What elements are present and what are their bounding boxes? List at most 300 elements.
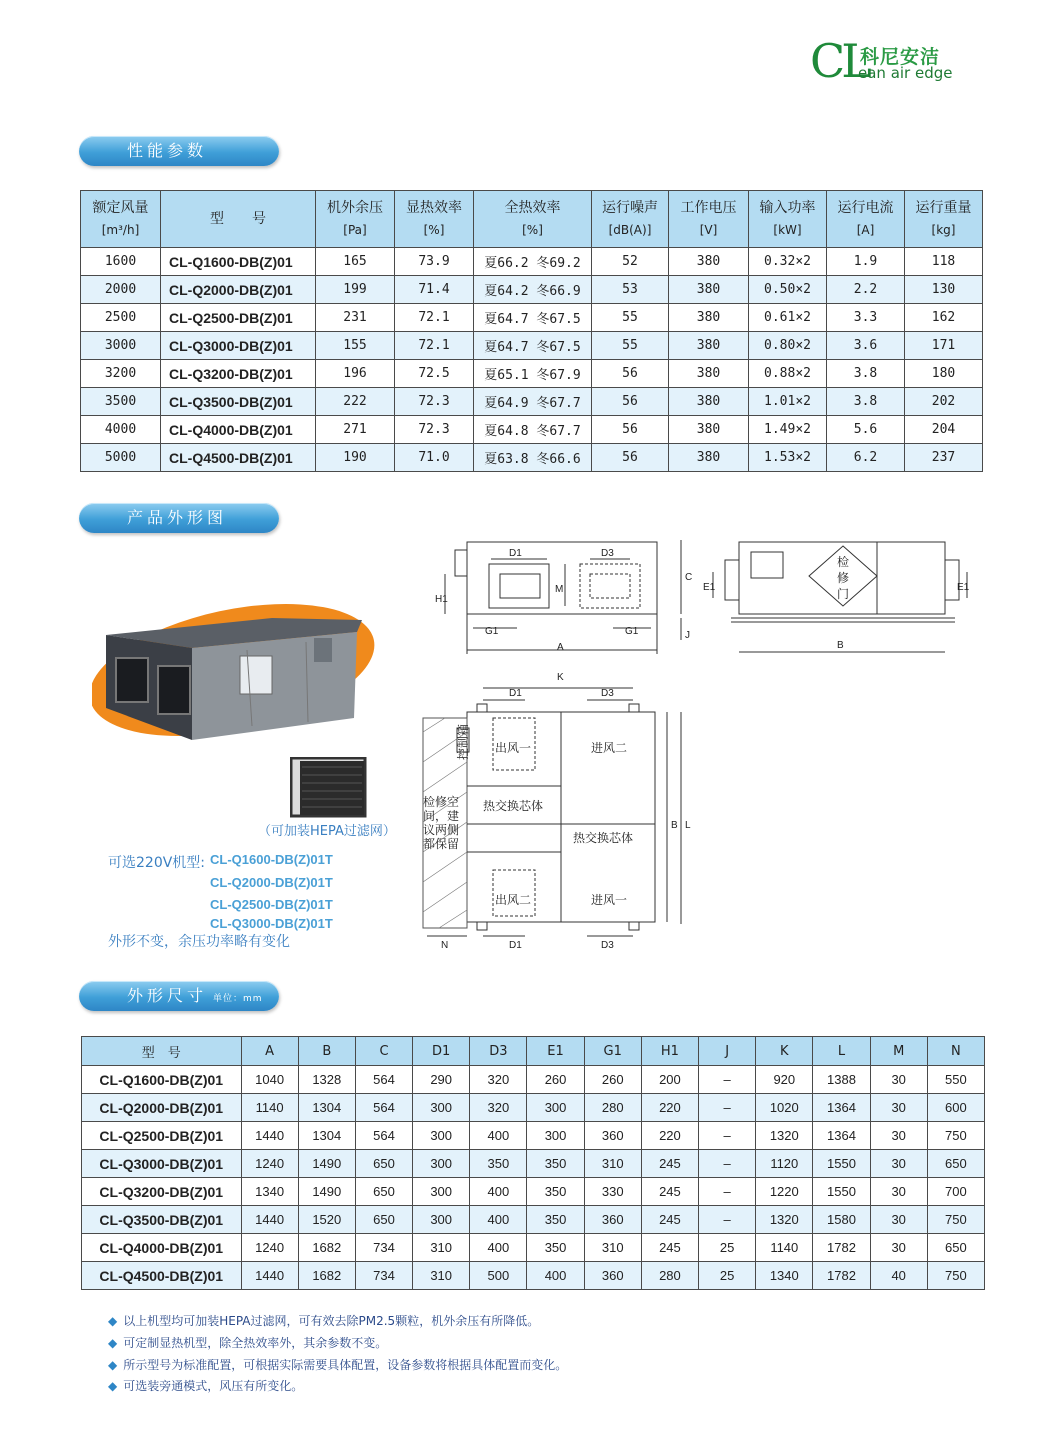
- table-cell: 3.6: [827, 332, 905, 360]
- table-cell: 30: [870, 1066, 927, 1094]
- table-cell: 2500: [81, 304, 161, 332]
- table-cell: 1328: [298, 1066, 355, 1094]
- label-d1-bottom: D1: [509, 940, 522, 951]
- table-cell: 1.01×2: [749, 388, 827, 416]
- table-cell: 380: [669, 304, 749, 332]
- table-cell: 310: [413, 1262, 470, 1290]
- table-cell: 650: [355, 1150, 412, 1178]
- table-cell: –: [699, 1206, 756, 1234]
- dims-header-cell: L: [813, 1037, 870, 1066]
- table-cell: 5.6: [827, 416, 905, 444]
- table-cell: 750: [927, 1122, 984, 1150]
- label-j: J: [685, 630, 690, 641]
- table-cell: 4000: [81, 416, 161, 444]
- table-cell: 2000: [81, 276, 161, 304]
- table-cell: 271: [316, 416, 395, 444]
- table-cell: CL-Q1600-DB(Z)01: [82, 1066, 242, 1094]
- section-title-text: 性能参数: [127, 141, 208, 160]
- table-cell: 118: [905, 248, 983, 276]
- table-cell: 1388: [813, 1066, 870, 1094]
- table-cell: 400: [470, 1206, 527, 1234]
- table-cell: 72.5: [395, 360, 474, 388]
- product-illustration: [92, 590, 392, 760]
- header-name: 运行电流: [837, 200, 894, 216]
- header-unit: [dB(A)]: [608, 223, 652, 237]
- table-cell: 夏66.2 冬69.2: [474, 248, 592, 276]
- label-d3-plan: D3: [601, 688, 614, 699]
- table-cell: 245: [641, 1150, 698, 1178]
- table-cell: 40: [870, 1262, 927, 1290]
- perf-header-cell: [474, 191, 592, 248]
- table-cell: 55: [592, 332, 669, 360]
- perf-header-cell: [316, 191, 395, 248]
- table-cell: 155: [316, 332, 395, 360]
- table-cell: 夏64.9 冬67.7: [474, 388, 592, 416]
- table-cell: 3.8: [827, 360, 905, 388]
- table-cell: CL-Q4500-DB(Z)01: [82, 1262, 242, 1290]
- table-cell: 5000: [81, 444, 161, 472]
- table-cell: 750: [927, 1206, 984, 1234]
- zone-core1: 热交换芯体: [483, 799, 544, 813]
- table-cell: 1020: [756, 1094, 813, 1122]
- table-row: [82, 1206, 985, 1234]
- dims-header-cell: E1: [527, 1037, 584, 1066]
- table-cell: 1.9: [827, 248, 905, 276]
- table-cell: 1240: [241, 1150, 298, 1178]
- table-cell: CL-Q2500-DB(Z)01: [82, 1122, 242, 1150]
- optional-model: CL-Q1600-DB(Z)01T: [210, 852, 333, 867]
- table-cell: 734: [355, 1234, 412, 1262]
- performance-table: [80, 190, 983, 472]
- table-cell: 71.4: [395, 276, 474, 304]
- note-item: ◆ 可选装旁通模式，风压有所变化。: [108, 1379, 304, 1393]
- table-cell: 56: [592, 444, 669, 472]
- table-cell: 231: [316, 304, 395, 332]
- dimension-drawing: [415, 532, 975, 957]
- table-cell: 1580: [813, 1206, 870, 1234]
- table-cell: 171: [905, 332, 983, 360]
- table-row: [81, 276, 983, 304]
- table-row: [82, 1178, 985, 1206]
- table-cell: 350: [527, 1234, 584, 1262]
- perf-header-cell: [669, 191, 749, 248]
- table-cell: 1364: [813, 1094, 870, 1122]
- table-cell: 53: [592, 276, 669, 304]
- control-box-label: 控制箱: [456, 723, 470, 760]
- table-cell: 204: [905, 416, 983, 444]
- table-cell: 0.80×2: [749, 332, 827, 360]
- table-cell: 564: [355, 1066, 412, 1094]
- table-cell: 350: [527, 1178, 584, 1206]
- table-cell: 1304: [298, 1122, 355, 1150]
- table-row: [81, 416, 983, 444]
- table-cell: 245: [641, 1234, 698, 1262]
- header-name: 工作电压: [680, 200, 737, 216]
- table-cell: 1782: [813, 1234, 870, 1262]
- table-cell: 1.53×2: [749, 444, 827, 472]
- table-cell: 380: [669, 416, 749, 444]
- label-h1: H1: [435, 594, 448, 605]
- diamond-bullet-icon: ◆: [108, 1358, 118, 1372]
- optional-model: CL-Q3000-DB(Z)01T: [210, 916, 333, 931]
- table-cell: 750: [927, 1262, 984, 1290]
- table-cell: 夏64.7 冬67.5: [474, 332, 592, 360]
- table-cell: CL-Q3200-DB(Z)01: [161, 360, 316, 388]
- table-row: [81, 304, 983, 332]
- table-cell: 260: [584, 1066, 641, 1094]
- table-cell: 夏65.1 冬67.9: [474, 360, 592, 388]
- table-cell: 1440: [241, 1206, 298, 1234]
- table-cell: 0.32×2: [749, 248, 827, 276]
- table-cell: 30: [870, 1094, 927, 1122]
- table-cell: 1550: [813, 1150, 870, 1178]
- table-cell: 400: [470, 1234, 527, 1262]
- table-cell: 72.3: [395, 388, 474, 416]
- table-cell: 1520: [298, 1206, 355, 1234]
- table-cell: 310: [584, 1234, 641, 1262]
- table-row: [81, 360, 983, 388]
- table-cell: 220: [641, 1122, 698, 1150]
- zone-core2: 热交换芯体: [573, 831, 634, 845]
- table-cell: 202: [905, 388, 983, 416]
- header-unit: [m³/h]: [101, 223, 140, 237]
- perf-header-cell: [161, 191, 316, 248]
- section-title-text: 外形尺寸: [127, 986, 208, 1005]
- table-row: [82, 1150, 985, 1178]
- dims-header-cell: J: [699, 1037, 756, 1066]
- header-unit: [%]: [522, 223, 543, 237]
- label-d3-bottom: D3: [601, 940, 614, 951]
- section-unit: 单位：mm: [213, 994, 263, 1004]
- table-cell: 360: [584, 1206, 641, 1234]
- dims-header-cell: D1: [413, 1037, 470, 1066]
- table-cell: 162: [905, 304, 983, 332]
- table-cell: 30: [870, 1178, 927, 1206]
- header-unit: [kW]: [773, 223, 802, 237]
- diamond-bullet-icon: ◆: [108, 1336, 118, 1350]
- table-cell: 1440: [241, 1122, 298, 1150]
- table-cell: 1364: [813, 1122, 870, 1150]
- table-cell: 1340: [756, 1262, 813, 1290]
- maintenance-text-1: 检修空: [423, 795, 460, 809]
- table-row: [81, 332, 983, 360]
- table-cell: 72.1: [395, 332, 474, 360]
- table-cell: CL-Q3000-DB(Z)01: [161, 332, 316, 360]
- table-cell: –: [699, 1178, 756, 1206]
- table-cell: 280: [584, 1094, 641, 1122]
- table-cell: 1320: [756, 1122, 813, 1150]
- table-cell: 1120: [756, 1150, 813, 1178]
- table-cell: 1490: [298, 1178, 355, 1206]
- table-cell: 380: [669, 388, 749, 416]
- perf-header-cell: [395, 191, 474, 248]
- table-cell: CL-Q3000-DB(Z)01: [82, 1150, 242, 1178]
- optional-220v-label: 可选220V机型:: [108, 855, 206, 871]
- maintenance-text-3: 议两侧: [423, 823, 460, 837]
- table-cell: 3.3: [827, 304, 905, 332]
- perf-header-cell: [81, 191, 161, 248]
- table-cell: 550: [927, 1066, 984, 1094]
- optional-note: 外形不变，余压功率略有变化: [108, 934, 290, 950]
- table-cell: 72.1: [395, 304, 474, 332]
- label-k: K: [557, 672, 564, 683]
- diamond-bullet-icon: ◆: [108, 1379, 118, 1393]
- table-cell: 190: [316, 444, 395, 472]
- header-unit: [Pa]: [343, 223, 367, 237]
- table-cell: 1682: [298, 1262, 355, 1290]
- table-cell: 56: [592, 360, 669, 388]
- label-a: A: [557, 642, 564, 653]
- table-cell: 380: [669, 248, 749, 276]
- table-row: [81, 248, 983, 276]
- table-cell: 1140: [756, 1234, 813, 1262]
- table-cell: 310: [413, 1234, 470, 1262]
- header-unit: [A]: [856, 223, 875, 237]
- table-cell: 400: [470, 1122, 527, 1150]
- table-cell: 30: [870, 1122, 927, 1150]
- table-cell: 1600: [81, 248, 161, 276]
- table-cell: 1304: [298, 1094, 355, 1122]
- table-row: [82, 1234, 985, 1262]
- label-e1-left: E1: [703, 582, 716, 593]
- table-cell: 1440: [241, 1262, 298, 1290]
- table-cell: 199: [316, 276, 395, 304]
- table-cell: 300: [413, 1150, 470, 1178]
- table-cell: 30: [870, 1206, 927, 1234]
- table-row: [82, 1122, 985, 1150]
- table-cell: 72.3: [395, 416, 474, 444]
- note-item: ◆ 所示型号为标准配置，可根据实际需要具体配置，设备参数将根据具体配置而变化。: [108, 1358, 568, 1372]
- table-cell: 夏63.8 冬66.6: [474, 444, 592, 472]
- header-unit: [kg]: [931, 223, 956, 237]
- section-title-dimensions: [79, 981, 279, 1011]
- table-cell: 6.2: [827, 444, 905, 472]
- table-cell: –: [699, 1122, 756, 1150]
- dims-header-cell: M: [870, 1037, 927, 1066]
- table-cell: 350: [527, 1150, 584, 1178]
- table-cell: 130: [905, 276, 983, 304]
- label-b-plan: B: [671, 820, 678, 831]
- dims-header-cell: H1: [641, 1037, 698, 1066]
- label-d1-plan: D1: [509, 688, 522, 699]
- diamond-bullet-icon: ◆: [108, 1314, 118, 1328]
- table-row: [81, 388, 983, 416]
- section-title-performance: [79, 136, 279, 166]
- table-cell: CL-Q1600-DB(Z)01: [161, 248, 316, 276]
- perf-header-cell: [592, 191, 669, 248]
- table-cell: CL-Q4000-DB(Z)01: [161, 416, 316, 444]
- table-cell: 300: [413, 1206, 470, 1234]
- table-cell: –: [699, 1094, 756, 1122]
- table-cell: 564: [355, 1094, 412, 1122]
- table-cell: CL-Q3500-DB(Z)01: [82, 1206, 242, 1234]
- note-item: ◆ 可定制显热机型，除全热效率外，其余参数不变。: [108, 1336, 388, 1350]
- dims-header-cell: D3: [470, 1037, 527, 1066]
- section-title-appearance: [79, 503, 279, 533]
- header-name: 显热效率: [406, 200, 462, 216]
- access-door-3: 门: [837, 587, 850, 601]
- table-cell: 52: [592, 248, 669, 276]
- table-cell: 165: [316, 248, 395, 276]
- label-d1: D1: [509, 548, 522, 559]
- table-cell: 734: [355, 1262, 412, 1290]
- logo-english: ean air edge: [858, 64, 953, 82]
- table-cell: CL-Q4000-DB(Z)01: [82, 1234, 242, 1262]
- dims-header-cell: 型 号: [82, 1037, 242, 1066]
- table-cell: 245: [641, 1206, 698, 1234]
- table-cell: 500: [470, 1262, 527, 1290]
- table-cell: 56: [592, 388, 669, 416]
- table-cell: 1682: [298, 1234, 355, 1262]
- optional-model: CL-Q2000-DB(Z)01T: [210, 875, 333, 890]
- dimensions-table: [81, 1036, 985, 1290]
- table-cell: 1040: [241, 1066, 298, 1094]
- table-cell: 25: [699, 1262, 756, 1290]
- header-name: 额定风量: [92, 200, 149, 216]
- table-cell: 3500: [81, 388, 161, 416]
- zone-in2: 进风二: [591, 741, 628, 755]
- table-cell: 650: [927, 1234, 984, 1262]
- dims-header-cell: B: [298, 1037, 355, 1066]
- table-cell: 564: [355, 1122, 412, 1150]
- table-cell: CL-Q4500-DB(Z)01: [161, 444, 316, 472]
- section-title-text: 产品外形图: [127, 508, 228, 527]
- label-e1-right: E1: [957, 582, 970, 593]
- table-cell: 1340: [241, 1178, 298, 1206]
- table-cell: 200: [641, 1066, 698, 1094]
- header-name: 型 号: [210, 211, 266, 227]
- table-cell: CL-Q2000-DB(Z)01: [82, 1094, 242, 1122]
- hepa-filter-image: [290, 757, 368, 819]
- label-d3: D3: [601, 548, 614, 559]
- label-l: L: [685, 820, 691, 831]
- table-cell: 360: [584, 1262, 641, 1290]
- table-cell: 650: [355, 1206, 412, 1234]
- table-cell: 320: [470, 1094, 527, 1122]
- label-b: B: [837, 640, 844, 651]
- dims-header-cell: G1: [584, 1037, 641, 1066]
- table-cell: 920: [756, 1066, 813, 1094]
- logo-chinese: 科尼安洁: [860, 46, 941, 68]
- table-cell: 650: [927, 1150, 984, 1178]
- table-cell: 0.61×2: [749, 304, 827, 332]
- brand-logo: [810, 34, 980, 88]
- table-cell: –: [699, 1150, 756, 1178]
- table-cell: 400: [470, 1178, 527, 1206]
- table-cell: 237: [905, 444, 983, 472]
- table-cell: 310: [584, 1150, 641, 1178]
- header-name: 机外余压: [327, 200, 383, 216]
- table-cell: 300: [413, 1122, 470, 1150]
- zone-out1: 出风一: [495, 741, 532, 755]
- table-cell: 3.8: [827, 388, 905, 416]
- table-cell: 30: [870, 1150, 927, 1178]
- table-row: [82, 1066, 985, 1094]
- table-cell: 380: [669, 276, 749, 304]
- table-row: [81, 444, 983, 472]
- table-cell: 56: [592, 416, 669, 444]
- table-cell: 222: [316, 388, 395, 416]
- table-row: [82, 1262, 985, 1290]
- label-g1-left: G1: [485, 626, 499, 637]
- table-cell: 380: [669, 444, 749, 472]
- header-name: 运行噪声: [602, 200, 658, 216]
- table-cell: 600: [927, 1094, 984, 1122]
- access-door-2: 修: [837, 571, 850, 585]
- logo-letters: CL: [810, 34, 868, 88]
- table-cell: 300: [527, 1122, 584, 1150]
- label-c: C: [685, 572, 693, 583]
- table-cell: 290: [413, 1066, 470, 1094]
- table-cell: 196: [316, 360, 395, 388]
- table-cell: 300: [413, 1178, 470, 1206]
- table-cell: 650: [355, 1178, 412, 1206]
- table-cell: 1220: [756, 1178, 813, 1206]
- table-cell: 180: [905, 360, 983, 388]
- note-item: ◆ 以上机型均可加装HEPA过滤网，可有效去除PM2.5颗粒，机外余压有所降低。: [108, 1314, 540, 1328]
- header-unit: [%]: [423, 223, 445, 237]
- table-cell: CL-Q2500-DB(Z)01: [161, 304, 316, 332]
- table-cell: 71.0: [395, 444, 474, 472]
- access-door-1: 检: [837, 555, 850, 569]
- header-name: 全热效率: [504, 200, 561, 216]
- table-cell: CL-Q2000-DB(Z)01: [161, 276, 316, 304]
- maintenance-text-2: 间，建: [423, 809, 460, 823]
- header-unit: [V]: [699, 223, 718, 237]
- table-cell: 1320: [756, 1206, 813, 1234]
- dims-header-cell: C: [355, 1037, 412, 1066]
- table-cell: 3200: [81, 360, 161, 388]
- table-cell: 330: [584, 1178, 641, 1206]
- table-cell: 380: [669, 360, 749, 388]
- table-cell: –: [699, 1066, 756, 1094]
- dims-header-cell: A: [241, 1037, 298, 1066]
- table-cell: 380: [669, 332, 749, 360]
- perf-header-cell: [905, 191, 983, 248]
- table-cell: CL-Q3500-DB(Z)01: [161, 388, 316, 416]
- label-g1-right: G1: [625, 626, 639, 637]
- perf-header-cell: [749, 191, 827, 248]
- dims-header-cell: N: [927, 1037, 984, 1066]
- table-cell: 350: [470, 1150, 527, 1178]
- table-cell: 1782: [813, 1262, 870, 1290]
- table-cell: 30: [870, 1234, 927, 1262]
- label-n: N: [441, 940, 449, 951]
- table-cell: 1140: [241, 1094, 298, 1122]
- table-cell: 280: [641, 1262, 698, 1290]
- table-cell: 220: [641, 1094, 698, 1122]
- table-cell: 3000: [81, 332, 161, 360]
- table-cell: 25: [699, 1234, 756, 1262]
- table-cell: 2.2: [827, 276, 905, 304]
- table-cell: 300: [527, 1094, 584, 1122]
- table-cell: 夏64.2 冬66.9: [474, 276, 592, 304]
- table-cell: 350: [527, 1206, 584, 1234]
- filter-caption: （可加装HEPA过滤网）: [258, 824, 396, 839]
- table-cell: 700: [927, 1178, 984, 1206]
- table-cell: 55: [592, 304, 669, 332]
- table-cell: CL-Q3200-DB(Z)01: [82, 1178, 242, 1206]
- table-cell: 1490: [298, 1150, 355, 1178]
- table-cell: 400: [527, 1262, 584, 1290]
- header-name: 运行重量: [915, 200, 972, 216]
- table-cell: 1.49×2: [749, 416, 827, 444]
- table-cell: 1550: [813, 1178, 870, 1206]
- optional-model: CL-Q2500-DB(Z)01T: [210, 897, 333, 912]
- table-cell: 245: [641, 1178, 698, 1206]
- table-cell: 360: [584, 1122, 641, 1150]
- table-cell: 夏64.7 冬67.5: [474, 304, 592, 332]
